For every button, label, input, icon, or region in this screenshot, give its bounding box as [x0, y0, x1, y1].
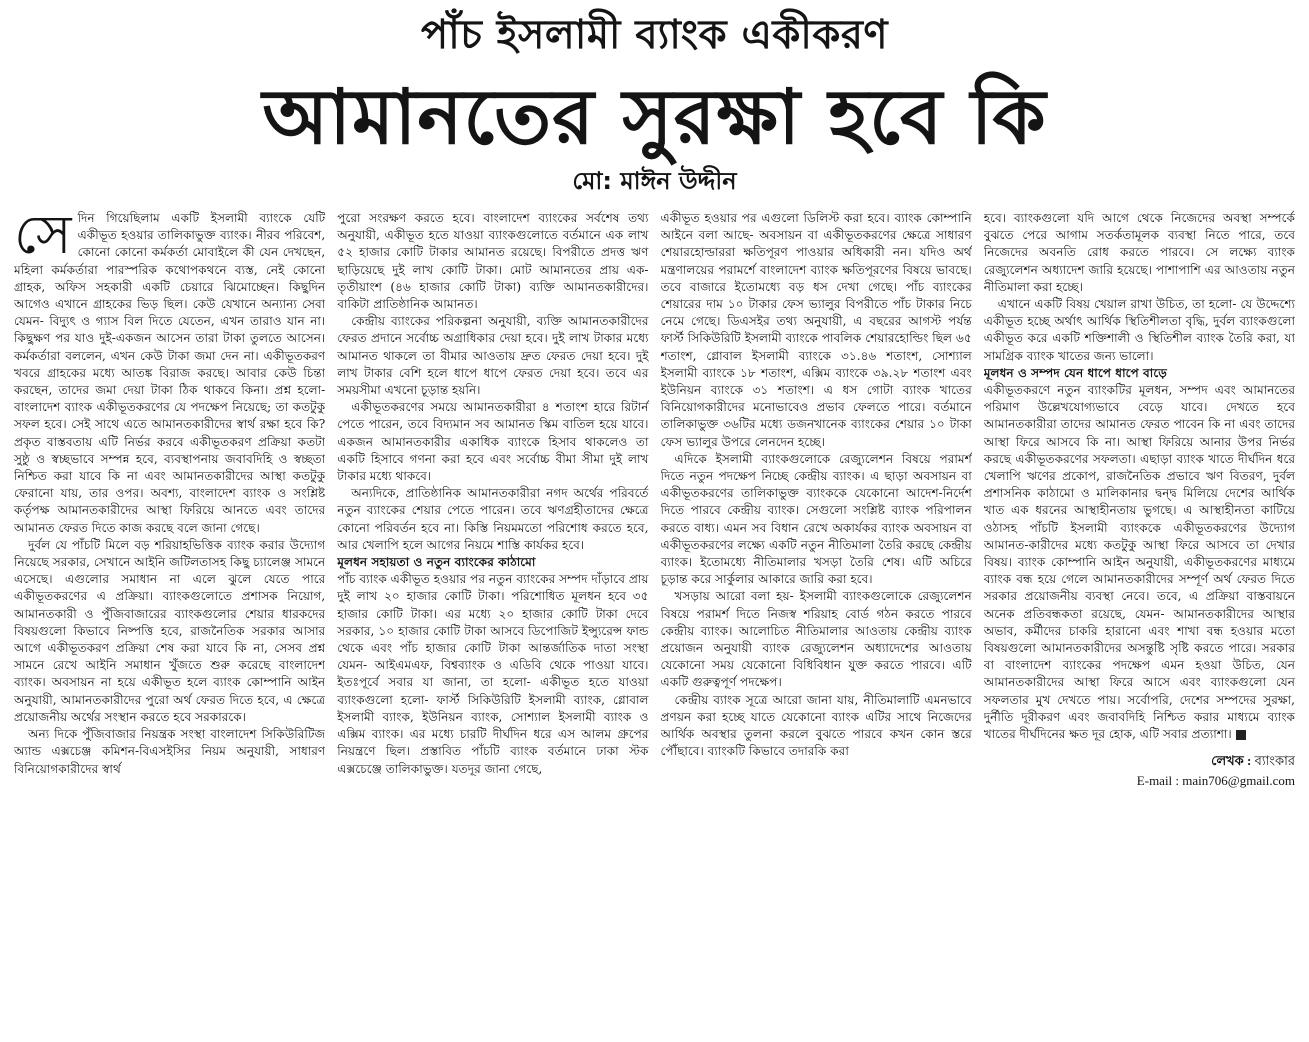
paragraph-text: দিন গিয়েছিলাম একটি ইসলামী ব্যাংকে যেটি একীভূত হওয়ার তালিকাভুক্ত ব্যাংক। নীরব পরিবেশ, কোনো কোনো কর্মকর্তা মোবাইলে কী যেন দেখছেন, মহিলা কর্মকর্তারা পারস্পরিক কথোপকথনে ব্যস্ত, নেই কোনো গ্রাহক, অফিস সহকারী একটি চেয়ারে ঝিমোচ্ছেন। কিছুদিন আগেও এখানে গ্রাহকের ভিড় ছিল। কেউ যেখানে অন্যান্য সেবা যেমন- বিদ্যুৎ ও গ্যাস বিল দিতে যেতেন, এখন তারাও যান না। কিছুক্ষণ পর যাও দুই-একজন আসেন তারা টাকা তুলতে আসেন। কর্মকর্তারা বললেন, এখন কেউ টাকা জমা দেন না। একীভূতকরণ খবরে গ্রাহকের মধ্যে আতঙ্ক বিরাজ করছে। আবার কেউ চিন্তা করছেন, তাদের জমা দেয়া টাকা ঠিক থাকবে কিনা। প্রশ্ন হলো- বাংলাদেশ ব্যাংক একীভূতকরণের যে পদক্ষেপ নিয়েছে; তা কতটুকু সফল হবে। সেই সাথে এতে আমানতকারীদের স্বার্থ রক্ষা হবে কি? প্রকৃত বাস্তবতায় এটি নির্ভর করবে একীভূতকরণ প্রক্রিয়া কতটা সুষ্ঠু ও স্বচ্ছভাবে সম্পন্ন হবে, ব্যবস্থাপনায় জবাবদিহি ও স্বচ্ছতা নিশ্চিত করা যাবে কি না এবং আমানতকারীদের আস্থা কতটুকু ফেরানো যায়, তার ওপর। অবশ্য, বাংলাদেশ ব্যাংক ও সংশ্লিষ্ট কর্তৃপক্ষ আমানতকারীদের আস্থা ফিরিয়ে আনতে এবং তাদের আমানত ফেরত দিতে কাজ করছে বলে জানা গেছে। [14, 211, 326, 535]
end-of-article-mark [1236, 730, 1246, 740]
article-column-1 [14, 210, 325, 1032]
paragraph-text: খসড়ায় আরো বলা হয়- ইসলামী ব্যাংকগুলোকে রেজ্যুলেশন বিষয়ে পরামর্শ দিতে নিজস্ব শরিয়াহ বোর্ড গঠন করতে পারবে কেন্দ্রীয় ব্যাংক। আলোচিত নীতিমালার আওতায় কেন্দ্রীয় ব্যাংক প্রয়োজন অনুযায়ী ব্যাংক রেজ্যুলেশন অধ্যাদেশের আওতায় যেকোনো সময় যেকোনো বিধিবিধান যুক্ত করতে পারবে। এটি একটি গুরুত্বপূর্ণ পদক্ষেপ। [660, 589, 972, 690]
section-subheading: মূলধন সহায়তা ও নতুন ব্যাংকের কাঠামো [337, 555, 536, 570]
article-paragraph [14, 726, 325, 778]
paragraph-text: অন্য দিকে পুঁজিবাজার নিয়ন্ত্রক সংস্থা বাংলাদেশ সিকিউরিটিজ অ্যান্ড এক্সচেঞ্জ কমিশন-বিএসইসির নিয়ম অনুযায়ী, সাধারণ বিনিয়োগকারীদের স্বার্থ [14, 727, 326, 776]
article-paragraph [14, 537, 325, 726]
email-label: E-mail : [1136, 773, 1180, 789]
paragraph-text: দুর্বল যে পাঁচটি মিলে বড় শরিয়াহভিত্তিক ব্যাংক করার উদ্যোগ নিয়েছে সরকার, সেখানে আইনি জটিলতাসহ কিছু চ্যালেঞ্জ সামনে এসেছে। এগুলোর সমাধান না এলে ঝুলে যেতে পারে একীভূতকরণের এ প্রক্রিয়া। ব্যাংকগুলোতে প্রশাসক নিয়োগ, আমানতকারী ও পুঁজিবাজারের ব্যাংকগুলোর শেয়ার ধারকদের বিষয়গুলো কিভাবে নিষ্পত্তি হবে, রাজনৈতিক সরকার আসার আগে একীভূতকরণ প্রক্রিয়া শেষ করা যাবে কি না, সেসব প্রশ্ন সামনে রেখে আইনি সমাধান খুঁজতে শুরু করেছে বাংলাদেশ ব্যাংক। অবসায়ন না হয়ে একীভূত হলে ব্যাংক কোম্পানি আইন অনুযায়ী, আমানতকারীদের পুরো অর্থ ফেরত দিতে হবে, এ ক্ষেত্রে প্রয়োজনীয় অর্থের সংস্থান করতে হবে সরকারকে। [14, 537, 326, 724]
author-email[interactable]: main706@gmail.com [1182, 773, 1295, 789]
author-label: লেখক : [1211, 753, 1252, 769]
article-paragraph [337, 313, 648, 399]
article-kicker: পাঁচ ইসলামী ব্যাংক একীকরণ [420, 12, 889, 58]
article-paragraph [984, 210, 1295, 296]
paragraph-text: কেন্দ্রীয় ব্যাংকের পরিকল্পনা অনুযায়ী, ব্যক্তি আমানতকারীদের ফেরত প্রদানে সর্বোচ্চ অগ্রাধিকার দেয়া হবে। দুই লাখ টাকার মধ্যে আমানত থাকলে তা বীমার আওতায় দ্রুত ফেরত দেয়া হবে। দুই লাখ টাকার বেশি হলে ধাপে ধাপে ফেরত দেয়া হবে। তবে এর সময়সীমা এখনো চূড়ান্ত হয়নি। [337, 314, 649, 398]
article-paragraph [661, 451, 972, 589]
drop-cap: সে [14, 210, 72, 266]
article-paragraph [337, 485, 648, 554]
article-byline: মো: মাঈন উদ্দীন [572, 167, 737, 195]
paragraph-text: একীভূতকরণে নতুন ব্যাংকটির মূলধন, সম্পদ এবং আমানতের পরিমাণ উল্লেখযোগ্যভাবে বেড়ে যাবে। দেখতে হবে আমানতকারীরা তাদের আমানত ফেরত পাবেন কি না এবং তাদের আস্থা ফিরে আসবে কি না। আস্থা ফিরিয়ে আনার উপর নির্ভর করছে একীভূতকরণের সফলতা। এছাড়া ব্যাংক খাতে দীর্ঘদিন ধরে খেলাপি ঋণের প্রকোপ, রাজনৈতিক প্রভাবে ঋণ বিতরণ, দুর্বল প্রশাসনিক কাঠামো ও মালিকানার দ্বন্দ্ব মিলিয়ে দেশের আর্থিক খাত এক ধরনের আস্থাহীনতায় ভুগছে। এ আস্থাহীনতা কাটিয়ে ওঠাসহ পাঁচটি ইসলামী ব্যাংককে একীভূতকরণের উদ্যোগ আমানত-কারীদের মধ্যে কতটুকু আস্থা ফিরে আসবে তা দেখার বিষয়। ব্যাংক কোম্পানি আইন অনুযায়ী, একীভূতকরণের মাধ্যমে ব্যাংক বন্ধ হয়ে গেলে আমানতকারীদের সম্পূর্ণ অর্থ ফেরত দিতে সরকার প্রয়োজনীয় ব্যবস্থা নেবে। তবে, এ প্রক্রিয়া বাস্তবায়নে অনেক প্রতিবন্ধকতা রয়েছে, যেমন- আমানতকারীদের আস্থার অভাব, কর্মীদের চাকরি হারানো এবং শাখা বন্ধ হওয়ার মতো বিষয়গুলো আমানতকারীদের অসন্তুষ্টি সৃষ্টি করতে পারে। সরকার বা বাংলাদেশ ব্যাংকের পদক্ষেপ এমন হওয়া উচিত, যেন আমানতকারীদের আস্থা ফিরে আসে এবং ব্যাংকগুলো যেন সফলতার মুখ দেখতে পায়। সর্বোপরি, দেশের সম্পদের সুরক্ষা, দুর্নীতি দূরীকরণ এবং জবাবদিহি নিশ্চিত করার মাধ্যমে ব্যাংক খাতের দীর্ঘদিনের ক্ষত দূর হোক, এটি সবার প্রত্যাশা। [983, 383, 1295, 742]
article-paragraph [14, 210, 325, 537]
article-paragraph [337, 399, 648, 485]
article-paragraph [337, 571, 648, 777]
paragraph-text: একীভূতকরণের সময়ে আমানতকারীরা ৪ শতাংশ হারে রিটার্ন পেতে পারেন, তবে বিদ্যমান সব আমানত স্কিম বাতিল হয়ে যাবে। একজন আমানতকারীর একাধিক ব্যাংকে হিসাব থাকলেও তা একটি হিসাবে গণনা করা হবে এবং সর্বোচ্চ বীমা সীমা দুই লাখ টাকার মধ্যে থাকবে। [337, 400, 649, 484]
article-headline: আমানতের সুরক্ষা হবে কি [262, 72, 1047, 161]
paragraph-text: এদিকে ইসলামী ব্যাংকগুলোকে রেজ্যুলেশন বিষয়ে পরামর্শ দিতে নতুন পদক্ষেপ নিচ্ছে কেন্দ্রীয় ব্যাংক। এ ছাড়া অবসায়ন বা একীভূতকরণের তালিকাভুক্ত ব্যাংককে যেকোনো আদেশ-নির্দেশ দিতে পারবে কেন্দ্রীয় ব্যাংক। সেগুলো সংশ্লিষ্ট ব্যাংক পরিপালন করতে বাধ্য। এমন সব বিধান রেখে অকার্যকর ব্যাংক অবসায়ন বা একীভূতকরণের লক্ষ্যে একটি নতুন নীতিমালা তৈরি করছে কেন্দ্রীয় ব্যাংক। ইতোমধ্যে নীতিমালার খসড়া তৈরি শেষ। এটি অচিরে চূড়ান্ত করে সার্কুলার আকারে জারি করা হবে। [660, 451, 972, 587]
article-paragraph [337, 210, 648, 313]
paragraph-text: কেন্দ্রীয় ব্যাংক সূত্রে আরো জানা যায়, নীতিমালাটি এমনভাবে প্রণয়ন করা হচ্ছে যাতে যেকোনো ব্যাংক এটির সাথে নিজেদের আর্থিক অবস্থার তুলনা করলে বুঝতে পারবে কখন কোন স্তরে পৌঁছাবে। ব্যাংকটি কিভাবে তদারকি করা [660, 692, 972, 759]
article-paragraph [984, 382, 1295, 743]
article-paragraph [661, 210, 972, 451]
paragraph-text: এখানে একটি বিষয় খেয়াল রাখা উচিত, তা হলো- যে উদ্দেশ্যে একীভূত হচ্ছে অর্থাৎ আর্থিক স্থিতিশীলতা বৃদ্ধি, দুর্বল ব্যাংকগুলো একীভূত করে একটি শক্তিশালী ও স্থিতিশীল ব্যাংক তৈরি করা, যা সামগ্রিক ব্যাংক খাতের জন্য ভালো। [983, 297, 1295, 363]
article-body [14, 210, 1295, 1032]
author-line [984, 751, 1295, 771]
article-column-4 [984, 210, 1295, 1032]
article-paragraph [661, 692, 972, 761]
paragraph-text: পুরো সংরক্ষণ করতে হবে। বাংলাদেশ ব্যাংকের সর্বশেষ তথ্য অনুযায়ী, একীভূত হতে যাওয়া ব্যাংকগুলোতে বর্তমানে এক লাখ ৫২ হাজার কোটি টাকার আমানত রয়েছে। বিপরীতে প্রদত্ত ঋণ ছাড়িয়েছে দুই লাখ কোটি টাকা। মোট আমানতের প্রায় এক-তৃতীয়াংশ (৪৬ হাজার কোটি টাকা) ব্যক্তি আমানতকারীদের। বাকিটা প্রাতিষ্ঠানিক আমানত। [337, 211, 649, 312]
section-subheading: মূলধন ও সম্পদ যেন ধাপে ধাপে বাড়ে [983, 365, 1167, 380]
article-paragraph [984, 296, 1295, 365]
paragraph-text: অন্যদিকে, প্রাতিষ্ঠানিক আমানতকারীরা নগদ অর্থের পরিবর্তে নতুন ব্যাংকের শেয়ার পেতে পারেন। তবে ঋণগ্রহীতাদের ক্ষেত্রে কোনো পরিবর্তন হবে না। কিস্তি নিয়মমতো পরিশোধ করতে হবে, আর খেলাপি হলে আগের নিয়মে শাস্তি কার্যকর হবে। [337, 486, 649, 552]
author-signoff [984, 751, 1295, 791]
paragraph-text: একীভূত হওয়ার পর এগুলো ডিলিস্ট করা হবে। ব্যাংক কোম্পানি আইনে বলা আছে- অবসায়ন বা একীভূতকরণের ক্ষেত্রে সাধারণ শেয়ারহোল্ডাররা ক্ষতিপূরণ পাওয়ার অধিকারী নন। যদিও অর্থ মন্ত্রণালয়ের পরামর্শে বাংলাদেশ ব্যাংক ক্ষতিপূরণের বিষয়ে ভাবছে। তবে বাজারে ইতোমধ্যে বড় ধস দেখা গেছে। পাঁচ ব্যাংকের শেয়ারের দাম ১০ টাকার ফেস ভ্যালুর বিপরীতে পাঁচ টাকার নিচে নেমে গেছে। ডিএসইর তথ্য অনুযায়ী, এ বছরের আগস্ট পর্যন্ত ফার্স্ট সিকিউরিটি ইসলামী ব্যাংকে পাবলিক শেয়ারহোল্ডিং ছিল ৬৫ শতাংশ, গ্লোবাল ইসলামী ব্যাংকে ৩১.৪৬ শতাংশ, সোশ্যাল ইসলামী ব্যাংকে ১৮ শতাংশ, এক্সিম ব্যাংকে ৩৯.২৮ শতাংশ এবং ইউনিয়ন ব্যাংকে ৩১ শতাংশ। এ ধস গোটা ব্যাংক খাতের বিনিয়োগকারীদের মনোভাবেও প্রভাব ফেলতে পারে। বর্তমানে তালিকাভুক্ত ৩৬টির মধ্যে ডজনখানেক ব্যাংকের শেয়ার ১০ টাকা ফেস ভ্যালুর উপরে লেনদেন হচ্ছে। [660, 211, 972, 449]
paragraph-text: পাঁচ ব্যাংক একীভূত হওয়ার পর নতুন ব্যাংকের সম্পদ দাঁড়াবে প্রায় দুই লাখ ২০ হাজার কোটি টাকা। পরিশোধিত মূলধন হবে ৩৫ হাজার কোটি টাকা। এর মধ্যে ২০ হাজার কোটি টাকা দেবে সরকার, ১০ হাজার কোটি টাকা আসবে ডিপোজিট ইন্স্যুরেন্স ফান্ড থেকে এবং পাঁচ হাজার কোটি টাকা আন্তর্জাতিক দাতা সংস্থা যেমন- আইএমএফ, বিশ্বব্যাংক ও এডিবি থেকে পাওয়া যাবে। ইতঃপূর্বে সবার যা জানা, তা হলো- একীভূত হতে যাওয়া ব্যাংকগুলো হলো- ফার্স্ট সিকিউরিটি ইসলামী ব্যাংক, গ্লোবাল ইসলামী ব্যাংক, ইউনিয়ন ব্যাংক, সোশ্যাল ইসলামী ব্যাংক ও এক্সিম ব্যাংক। এর মধ্যে চারটি দীর্ঘদিন ধরে এস আলম গ্রুপের নিয়ন্ত্রণে ছিল। প্রস্তাবিত পাঁচটি ব্যাংক বর্তমানে ঢাকা স্টক এক্সচেঞ্জে তালিকাভুক্ত। যতদূর জানা গেছে, [337, 572, 649, 776]
article-paragraph [661, 588, 972, 691]
article-column-2 [337, 210, 648, 1032]
paragraph-text: হবে। ব্যাংকগুলো যদি আগে থেকে নিজেদের অবস্থা সম্পর্কে বুঝতে পেরে আগাম সতর্কতামূলক ব্যবস্থা নিতে পারে, তবে নিজেদের অবনতি রোধ করতে পারবে। সে লক্ষ্যে ব্যাংক রেজ্যুলেশন অধ্যাদেশ জারি হয়েছে। পাশাপাশি এর আওতায় নতুন নীতিমালা করা হচ্ছে। [983, 211, 1295, 294]
email-line [984, 771, 1295, 791]
author-role: ব্যাংকার [1254, 753, 1295, 769]
article-column-3 [661, 210, 972, 1032]
